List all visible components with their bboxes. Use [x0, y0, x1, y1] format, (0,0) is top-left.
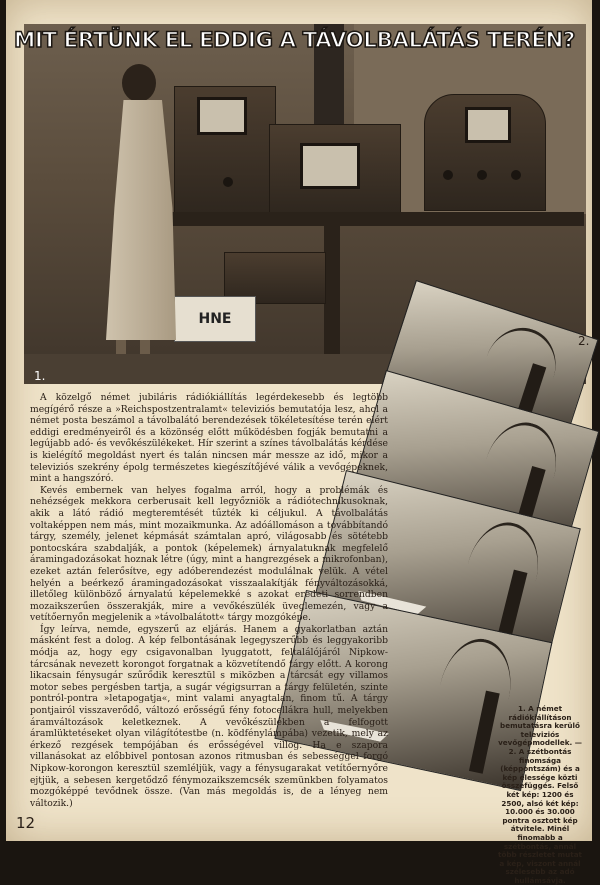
tv-cabinet-right [424, 94, 546, 211]
page-title: MIT ÉRTÜNK EL EDDIG A TÁVOLBALÁTÁS TERÉN? [14, 28, 575, 53]
tv-cabinet-left [174, 86, 276, 218]
article-paragraph: Kevés embernek van helyes fogalma arról, hogy a problémák és nehézségek mekkora cerberusait kell legyőzniök a rádiótechnikusoknak, akik a látó rádió megteremtését tűzték ki céljukul. A távolbalátás voltaképpen nem más, mint mozaikmunka. Az adóállomáson a továbbítandó tárgy, személy, jelenet képmását számtalan apró, világosabb és sötétebb pontocskára szabdalják, a pontok (képelemek) árnyalatuknak megfelelő áramingadozásokat hoznak létre (úgy, mint a hangrezgések a mikrofonban), ezeket aztán felerősítve, egy adóberendezést modulálnak velük. A vétel helyén a beérkező áramingadozásokat visszaalakítják fényváltozásokká, illetőleg különböző árnyalatú képelemekké s azokat eredeti sorrendben mozaikszerűen összerakják, mire a vevőkészülék üveglemezén, vagy a vetítőernyőn megjelenik a »távolbalátott« tárgy mozgóképe. [30, 484, 388, 624]
woman-figure [106, 100, 176, 340]
tv-screen-center [300, 143, 360, 189]
bridge-arch [456, 515, 548, 630]
woman-head [122, 64, 156, 102]
article-paragraph: A közelgő német jubiláris rádiókiállítás legérdekesebb és legtöbb megígérő része a »Reichspostzentralamt« televiziós bemutatója lesz, ahol a német posta beszámol a távolbalátó berendezések tökéletesítése terén elért eddigi eredményeiről és a közönség előtt működésben fogják bemutatni a legújabb adó- és vevőkészülékeket. Hír szerint a színes távolbalátás kérdése is kielégítő megoldást nyert és talán nincsen már messze az idő, mikor a televiziós szekrény épolg természetes kiegészítőjévé válik a vevőgépeknek, mint a hangszóró. [30, 392, 388, 485]
exhibit-sign: HNE [174, 296, 256, 342]
article-body [30, 392, 388, 809]
article-paragraph: Így leírva, nemde, egyszerű az eljárás. Hanem a gyakorlatban aztán másként fest a dolog. A kép felbontásának legegyszerűbb és leggyakoribb módja az, hogy egy csigavonalban lyuggatott, feltalálójáról Nipkow-tárcsának nevezett korongot forgatnak a közvetítendő tárgy előtt. A korong likacsain fénysugár szűrődik keresztül s miközben a tárcsát egy villamos motor sebes pergésben tartja, a sugár végigsurran a tárgy felületén, szinte pontról-pontra »letapogatja«, mint valami anyagtalan, finom tű. A tárgy pontjairól visszaverődő, változó erősségű fény fotocellákra hull, melyekben áramváltozások keletkeznek. A vevőkészülékben a felfogott áramlüktetéseket olyan világítótestbe (n. ködfénylámpába) vezetik, mely az érkező rezgések tempójában és erősségével villog. Ha e szapora villanásokat az előbbivel pontosan azonos ritmusban és sebességgel forgó Nipkow-korongon keresztül szemléljük, vagy a fénysugarakat vetítőernyőre ejtjük, a sebesen kergetődző fénymozaikszemcsék szemünkben folyamatos mozgóképpé tevődnek össze. (Van más megoldás is, de a lényeg nem változik.) [30, 623, 388, 809]
page-number: 12 [16, 814, 36, 832]
figure-caption: 1. A német rádiókiállításon bemutatásra kerülő televiziós vevőgépmodellek. — 2. A szétbontás finomsága (képpontszám) és a kép élessége közti összefüggés. Felső két kép: 1200 és 2500, alsó két kép: 10.000 és 30.000 pontra osztott kép átvitele. Minél finomabb a szétbontás, annál több részletet mutat a kép, viszont annál szélesebb az adó hullámsávja. [498, 704, 582, 885]
tv-screen-left [197, 97, 247, 135]
knob-icon [477, 170, 487, 180]
figure-2-label: 2. [578, 334, 590, 348]
magazine-page [6, 0, 592, 885]
figure-1-label: 1. [34, 369, 46, 383]
knob-icon [443, 170, 453, 180]
tv-screen-right [465, 107, 511, 143]
tv-cabinet-center [269, 124, 401, 216]
knob-icon [223, 177, 233, 187]
knob-icon [511, 170, 521, 180]
display-table [164, 212, 584, 226]
